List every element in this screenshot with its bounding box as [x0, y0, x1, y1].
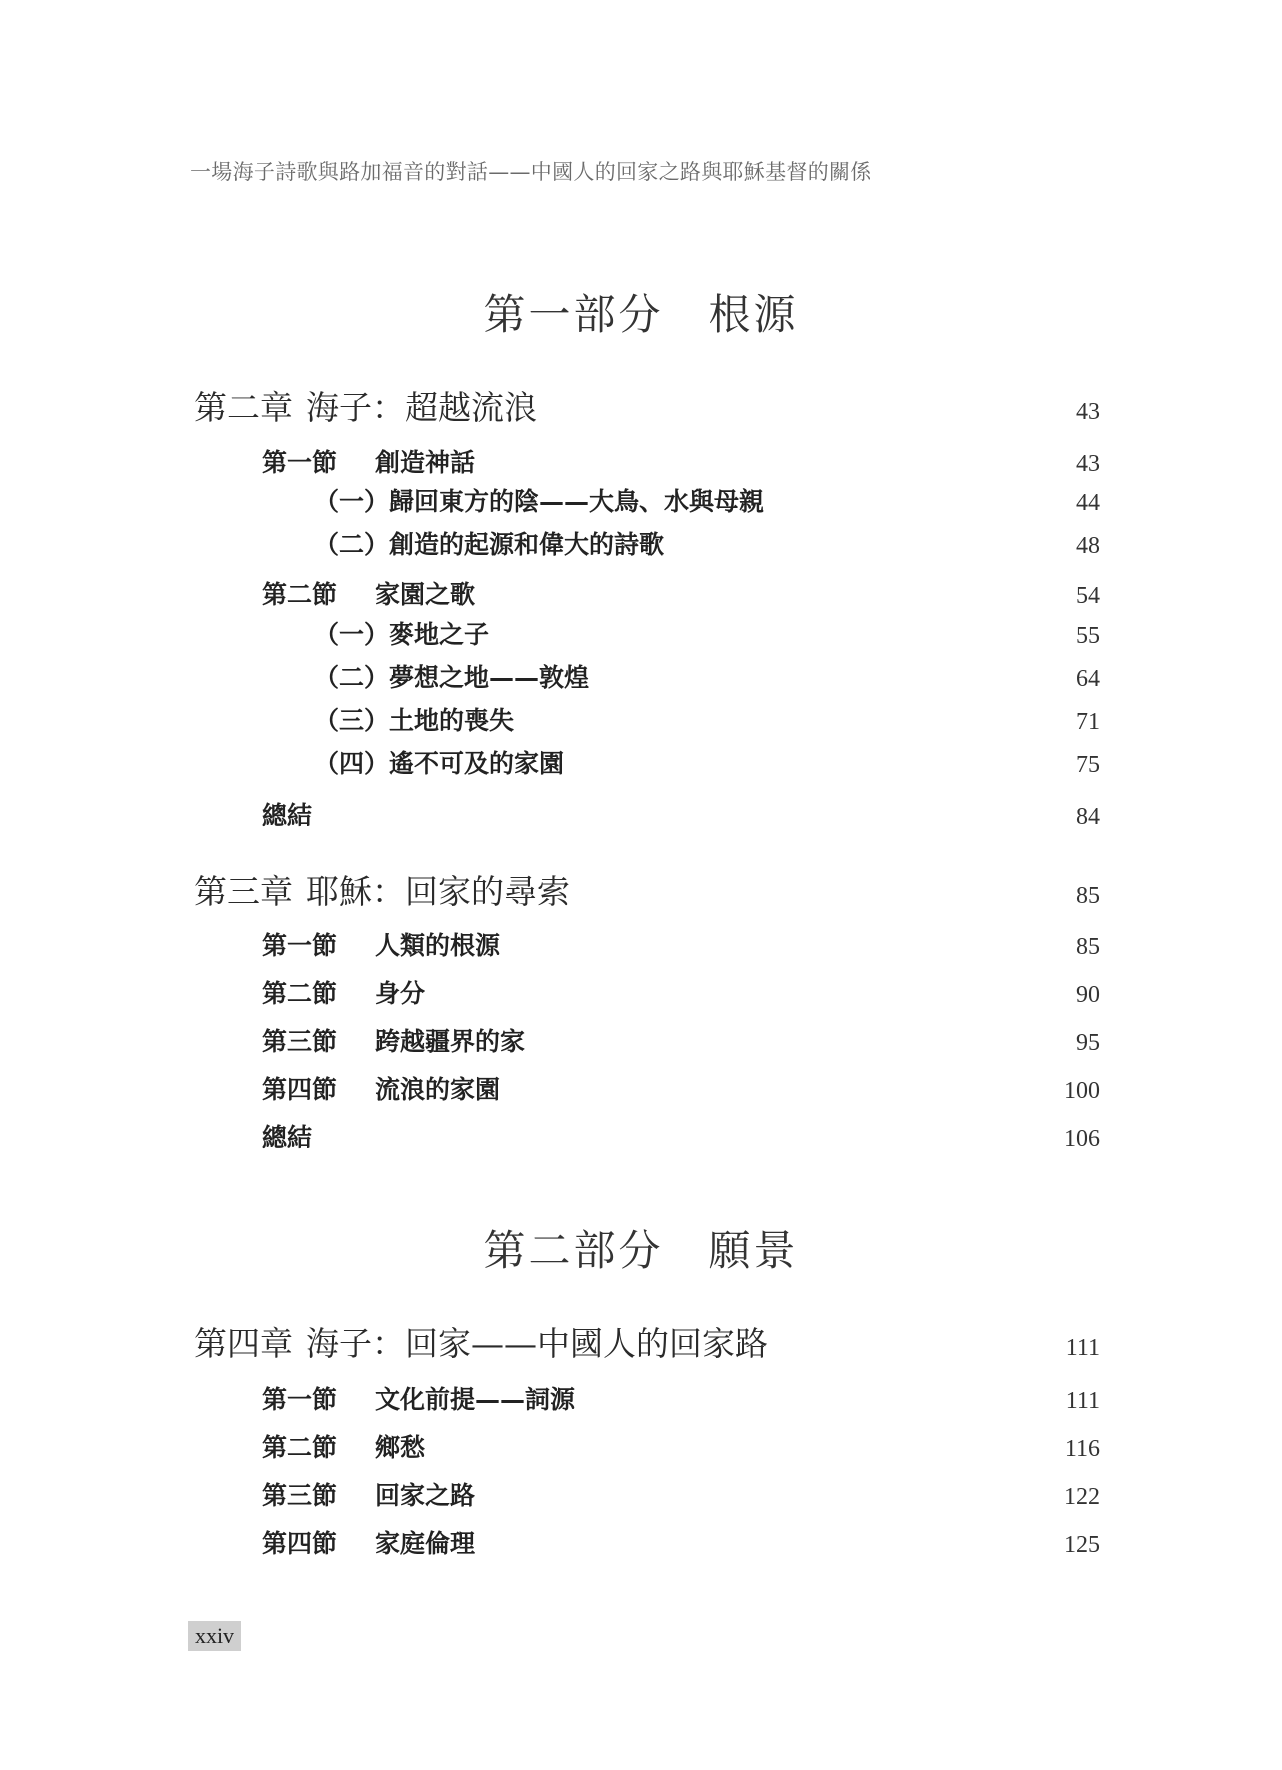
section-title: 文化前提——詞源 — [375, 1385, 576, 1414]
toc-section[interactable] — [262, 1524, 1100, 1560]
section-title: 跨越疆界的家 — [375, 1027, 526, 1056]
running-head: 一場海子詩歌與路加福音的對話——中國人的回家之路與耶穌基督的關係 — [190, 160, 872, 184]
section-number: 第二節 — [262, 580, 338, 609]
toc-section[interactable] — [262, 974, 1100, 1010]
toc-subsection[interactable] — [314, 701, 1100, 737]
page-number: 84 — [1076, 804, 1100, 830]
toc-chapter-3[interactable] — [194, 866, 1100, 913]
subsection-title: （二）夢想之地——敦煌 — [314, 663, 590, 692]
page-number: 71 — [1076, 709, 1100, 735]
toc-subsection[interactable] — [314, 744, 1100, 780]
page-number: 95 — [1076, 1030, 1100, 1056]
section-title: 回家之路 — [375, 1481, 476, 1510]
page-number: 85 — [1076, 883, 1100, 909]
section-number: 第三節 — [262, 1027, 338, 1056]
section-number: 第二節 — [262, 979, 338, 1008]
page-number: 75 — [1076, 752, 1100, 778]
section-title: 創造神話 — [375, 448, 476, 477]
page-number: 64 — [1076, 666, 1100, 692]
page-number: 122 — [1064, 1484, 1100, 1510]
page-number: 43 — [1076, 399, 1100, 425]
toc-section[interactable] — [262, 1428, 1100, 1464]
toc-section[interactable] — [262, 1380, 1100, 1416]
toc-section[interactable] — [262, 926, 1100, 962]
summary-title: 總結 — [262, 801, 313, 830]
subsection-title: （三）土地的喪失 — [314, 706, 515, 735]
section-number: 第一節 — [262, 1385, 338, 1414]
section-number: 第二節 — [262, 1433, 338, 1462]
chapter-title: 耶穌：回家的尋索 — [306, 872, 570, 911]
page-number: 106 — [1064, 1126, 1100, 1152]
section-title: 人類的根源 — [375, 931, 501, 960]
section-number: 第四節 — [262, 1529, 338, 1558]
section-title: 家園之歌 — [375, 580, 476, 609]
chapter-title: 海子：回家——中國人的回家路 — [306, 1324, 768, 1363]
chapter-number: 第二章 — [194, 388, 293, 427]
section-title: 鄉愁 — [375, 1433, 426, 1462]
page-number: 116 — [1064, 1436, 1100, 1462]
page-number: 90 — [1076, 982, 1100, 1008]
page-number: 111 — [1065, 1335, 1100, 1361]
toc-subsection[interactable] — [314, 615, 1100, 651]
subsection-title: （一）麥地之子 — [314, 620, 490, 649]
section-number: 第三節 — [262, 1481, 338, 1510]
summary-title: 總結 — [262, 1123, 313, 1152]
toc-section[interactable] — [262, 1476, 1100, 1512]
chapter-number: 第三章 — [194, 872, 293, 911]
page-number: 55 — [1076, 623, 1100, 649]
toc-subsection[interactable] — [314, 658, 1100, 694]
subsection-title: （二）創造的起源和偉大的詩歌 — [314, 530, 665, 559]
section-number: 第一節 — [262, 931, 338, 960]
section-number: 第一節 — [262, 448, 338, 477]
toc-section[interactable] — [262, 575, 1100, 611]
toc-subsection[interactable] — [314, 525, 1100, 561]
section-title: 家庭倫理 — [375, 1529, 476, 1558]
page-number: 85 — [1076, 934, 1100, 960]
toc-subsection[interactable] — [314, 482, 1100, 518]
page-number: 44 — [1076, 490, 1100, 516]
subsection-title: （一）歸回東方的陰——大鳥、水與母親 — [314, 487, 765, 516]
toc-chapter-4[interactable] — [194, 1318, 1100, 1365]
toc-summary[interactable] — [262, 796, 1100, 832]
toc-section[interactable] — [262, 443, 1100, 479]
section-title: 身分 — [375, 979, 426, 1008]
chapter-number: 第四章 — [194, 1324, 293, 1363]
part-title-2: 第二部分 願景 — [483, 1226, 799, 1275]
page-number: 100 — [1064, 1078, 1100, 1104]
part-title-1: 第一部分 根源 — [483, 290, 799, 339]
page-number: 111 — [1065, 1388, 1100, 1414]
page-number: 43 — [1076, 451, 1100, 477]
section-number: 第四節 — [262, 1075, 338, 1104]
chapter-title: 海子：超越流浪 — [306, 388, 537, 427]
section-title: 流浪的家園 — [375, 1075, 501, 1104]
page-number: 54 — [1076, 583, 1100, 609]
toc-section[interactable] — [262, 1070, 1100, 1106]
page-number: 125 — [1064, 1532, 1100, 1558]
toc-chapter-2[interactable] — [194, 382, 1100, 429]
toc-summary[interactable] — [262, 1118, 1100, 1154]
subsection-title: （四）遙不可及的家園 — [314, 749, 565, 778]
page-number: 48 — [1076, 533, 1100, 559]
page-folio: xxiv — [188, 1621, 241, 1651]
toc-section[interactable] — [262, 1022, 1100, 1058]
